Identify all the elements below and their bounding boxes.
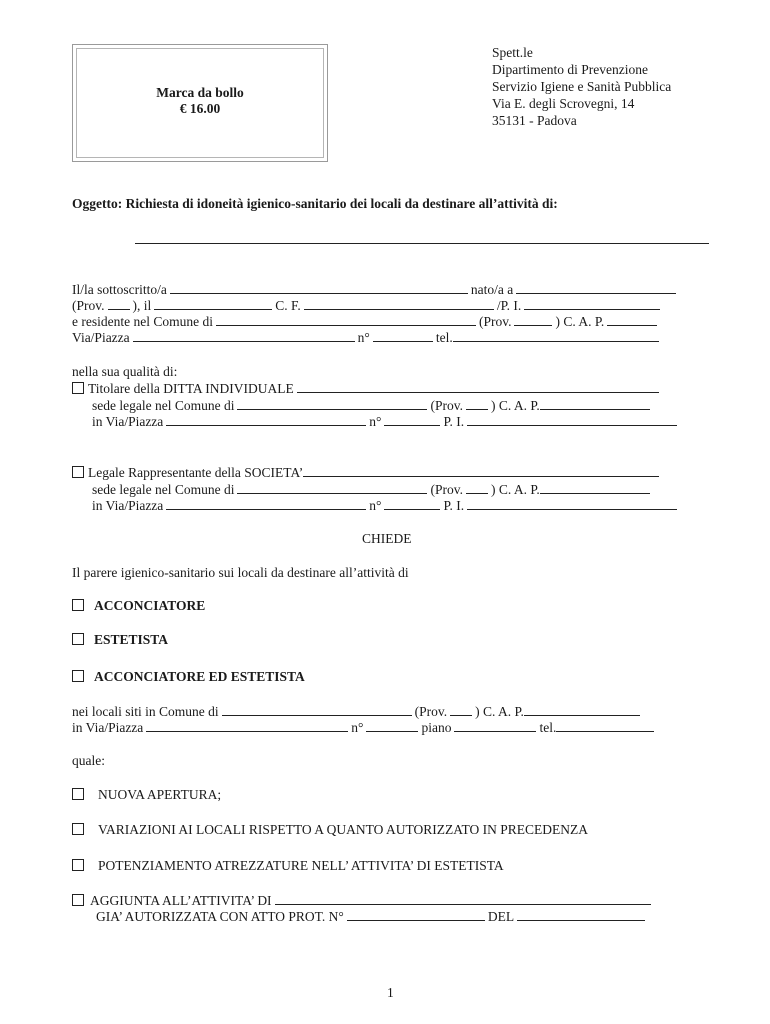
locali-numero-field[interactable] — [366, 719, 418, 732]
prov-label: (Prov. — [478, 314, 512, 329]
option-nuova-apertura — [72, 787, 221, 803]
cap-label: ) C. A. P. — [490, 482, 540, 497]
stamp-amount: € 16.00 — [179, 101, 221, 116]
legale-via-row — [92, 497, 680, 514]
titolare-via-field[interactable] — [166, 413, 366, 426]
option-label: AGGIUNTA ALL’ATTIVITA’ DI — [90, 893, 272, 908]
via-label: Via/Piazza — [72, 330, 130, 345]
numero-label: n° — [351, 720, 364, 735]
locali-row-2 — [72, 719, 657, 736]
nuova-checkbox[interactable] — [72, 788, 84, 800]
gia-label: GIA’ AUTORIZZATA CON ATTO PROT. N° — [96, 909, 344, 924]
numero-label: n° — [357, 330, 370, 345]
address-field[interactable] — [133, 329, 355, 342]
titolare-checkbox[interactable] — [72, 382, 84, 394]
via-label: in Via/Piazza — [72, 720, 144, 735]
page-number: 1 — [387, 985, 394, 1000]
il-label: ), il — [132, 298, 152, 313]
titolare-via-row — [92, 413, 680, 430]
variazioni-checkbox[interactable] — [72, 823, 84, 835]
sottoscritto-label: Il/la sottoscritto/a — [72, 282, 167, 297]
option-label: POTENZIAMENTO ATREZZATURE NELL’ ATTIVITA’ DI ESTETISTA — [98, 858, 504, 873]
recipient-line: Spett.le — [492, 45, 533, 60]
birthplace-field[interactable] — [516, 281, 676, 294]
both-checkbox[interactable] — [72, 670, 84, 682]
stamp-label: Marca da bollo — [156, 85, 244, 100]
legale-label: Legale Rappresentante della SOCIETA’ — [88, 465, 304, 480]
residence-cap-field[interactable] — [607, 313, 657, 326]
activity-label: ACCONCIATORE ED ESTETISTA — [94, 669, 305, 684]
via-label: in Via/Piazza — [92, 414, 164, 429]
prov-label: (Prov. — [430, 482, 463, 497]
tel-label: tel. — [435, 330, 453, 345]
locali-piano-field[interactable] — [454, 719, 536, 732]
protocol-date-field[interactable] — [517, 908, 645, 921]
activity-label: ACCONCIATORE — [94, 598, 206, 613]
locali-comune-label: nei locali siti in Comune di — [72, 704, 219, 719]
recipient-line: 35131 - Padova — [492, 113, 577, 128]
birthdate-field[interactable] — [154, 297, 272, 310]
legale-numero-field[interactable] — [384, 497, 440, 510]
titolare-label: Titolare della DITTA INDIVIDUALE — [88, 381, 294, 396]
legale-row — [72, 464, 662, 481]
fiscal-code-field[interactable] — [304, 297, 494, 310]
qualita-label: nella sua qualità di: — [72, 364, 178, 379]
locali-cap-field[interactable] — [524, 703, 640, 716]
pi-label: P. I. — [443, 498, 465, 513]
cf-label: C. F. — [275, 298, 301, 313]
titolare-cap-field[interactable] — [540, 397, 650, 410]
activity-label: ESTETISTA — [94, 632, 169, 647]
sede-label: sede legale nel Comune di — [92, 482, 235, 497]
option-aggiunta — [72, 892, 654, 909]
societa-field[interactable] — [303, 464, 659, 477]
numero-label: n° — [369, 498, 382, 513]
recipient-line: Servizio Igiene e Sanità Pubblica — [492, 79, 672, 94]
parere-text: Il parere igienico-sanitario sui locali da destinare all’attività di — [72, 565, 409, 580]
aggiunta-field[interactable] — [275, 892, 651, 905]
titolare-numero-field[interactable] — [384, 413, 440, 426]
titolare-prov-field[interactable] — [466, 397, 488, 410]
legale-prov-field[interactable] — [466, 481, 488, 494]
acconciatore-checkbox[interactable] — [72, 599, 84, 611]
legale-via-field[interactable] — [166, 497, 366, 510]
stamp-text — [73, 85, 327, 117]
recipient-address — [492, 44, 671, 129]
signatory-row-1 — [72, 281, 679, 298]
stamp-box — [72, 44, 328, 162]
option-potenziamento — [72, 858, 504, 874]
birth-prov-field[interactable] — [108, 297, 130, 310]
prov-label: (Prov. — [72, 298, 105, 313]
residence-prov-field[interactable] — [514, 313, 552, 326]
residence-comune-field[interactable] — [216, 313, 476, 326]
titolare-sede-field[interactable] — [237, 397, 427, 410]
residente-label: e residente nel Comune di — [72, 314, 213, 329]
via-label: in Via/Piazza — [92, 498, 164, 513]
legale-sede-row — [92, 481, 653, 498]
option-variazioni — [72, 822, 588, 838]
cap-label: ) C. A. P. — [475, 704, 524, 719]
activity-blank-line[interactable] — [135, 243, 709, 244]
estetista-checkbox[interactable] — [72, 633, 84, 645]
locali-prov-field[interactable] — [450, 703, 472, 716]
numero-label: n° — [369, 414, 382, 429]
titolare-pi-field[interactable] — [467, 413, 677, 426]
protocol-number-field[interactable] — [347, 908, 485, 921]
subject-line: Oggetto: Richiesta di idoneità igienico-sanitario dei locali da destinare all’attività di: — [72, 196, 558, 211]
street-number-field[interactable] — [373, 329, 433, 342]
quale-label: quale: — [72, 753, 105, 768]
locali-via-field[interactable] — [146, 719, 348, 732]
sede-label: sede legale nel Comune di — [92, 398, 235, 413]
activity-option-both — [72, 669, 305, 685]
legale-cap-field[interactable] — [540, 481, 650, 494]
tel-label: tel. — [539, 720, 557, 735]
locali-row-1 — [72, 703, 643, 720]
signatory-row-2 — [72, 297, 663, 314]
activity-option-acconciatore — [72, 598, 205, 614]
locali-tel-field[interactable] — [556, 719, 654, 732]
pi-label: /P. I. — [496, 298, 522, 313]
legale-checkbox[interactable] — [72, 466, 84, 478]
potenziamento-checkbox[interactable] — [72, 859, 84, 871]
cap-label: ) C. A. P. — [555, 314, 605, 329]
chiede-heading: CHIEDE — [362, 531, 412, 546]
vat-field[interactable] — [524, 297, 660, 310]
titolare-row — [72, 380, 662, 397]
prov-label: (Prov. — [414, 704, 448, 719]
legale-pi-field[interactable] — [467, 497, 677, 510]
cap-label: ) C. A. P. — [490, 398, 540, 413]
prov-label: (Prov. — [430, 398, 463, 413]
ditta-field[interactable] — [297, 380, 659, 393]
option-label: VARIAZIONI AI LOCALI RISPETTO A QUANTO AUTORIZZATO IN PRECEDENZA — [98, 822, 589, 837]
signatory-row-4 — [72, 329, 662, 346]
signatory-row-3 — [72, 313, 660, 330]
pi-label: P. I. — [443, 414, 465, 429]
activity-option-estetista — [72, 632, 168, 648]
del-label: DEL — [487, 909, 515, 924]
titolare-sede-row — [92, 397, 653, 414]
option-label: NUOVA APERTURA; — [98, 787, 222, 802]
phone-field[interactable] — [453, 329, 659, 342]
recipient-line: Dipartimento di Prevenzione — [492, 62, 648, 77]
aggiunta-checkbox[interactable] — [72, 894, 84, 906]
option-gia-autorizzata — [96, 908, 648, 925]
piano-label: piano — [421, 720, 452, 735]
name-field[interactable] — [170, 281, 468, 294]
legale-sede-field[interactable] — [237, 481, 427, 494]
locali-comune-field[interactable] — [222, 703, 412, 716]
nato-label: nato/a a — [470, 282, 514, 297]
recipient-line: Via E. degli Scrovegni, 14 — [492, 96, 635, 111]
